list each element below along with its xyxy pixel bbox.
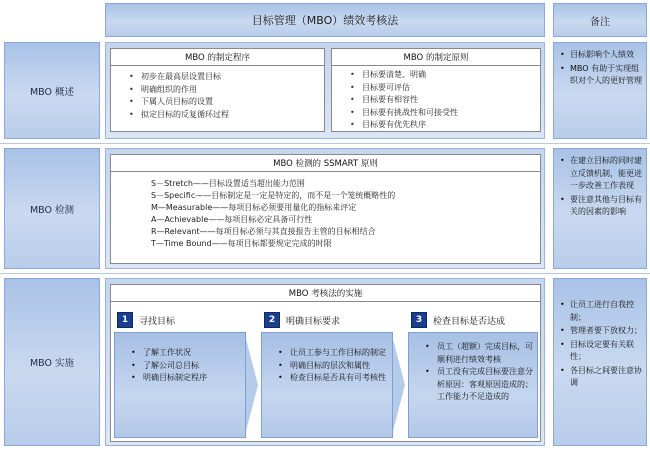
step-arrow-icon	[246, 339, 258, 431]
step-item: • 明确目标制定程序	[129, 372, 241, 385]
overview-notes	[553, 42, 647, 139]
principle-list	[332, 66, 540, 132]
step-1-body	[114, 332, 246, 438]
note-item: • 各目标之间要注意协调	[560, 365, 642, 390]
step-item: • 了解公司总目标	[129, 360, 241, 373]
step-item: • 员工没有完成目标要注意分析原因：客观原因造成的；工作能力不足造成的	[423, 366, 533, 404]
row-label-implement-text: MBO 实施	[29, 358, 75, 369]
step-arrow-icon	[393, 339, 405, 431]
list-item: T—Time Bound——每项目标都要规定完成的时限	[151, 239, 332, 248]
step-title: 寻找目标	[139, 316, 176, 327]
row-divider	[0, 273, 650, 274]
note-item: • 在建立目标的同时建立反馈机制，能更进一步改善工作表现	[560, 155, 642, 193]
check-notes	[553, 148, 647, 269]
ssmart-panel-title: MBO 检测的 SSMART 原则	[111, 155, 540, 172]
list-item: • 目标要清楚、明确	[350, 69, 540, 82]
implement-notes	[553, 278, 647, 446]
note-item: • 管理者要下放权力；	[560, 325, 642, 338]
overview-section	[105, 42, 545, 139]
note-item: • 目标影响个人绩效	[560, 49, 642, 62]
list-item: • 初步在最高层设置目标	[129, 71, 324, 84]
step-2-header	[264, 312, 340, 328]
step-number-badge: 1	[117, 312, 133, 328]
step-item: • 员工（超额）完成目标，可顺利进行绩效考核	[423, 341, 533, 366]
list-item: • 明确组织的作用	[129, 84, 324, 97]
ssmart-list	[111, 172, 540, 250]
list-item: S－Specific——目标制定是一定是特定的，而不是一个笼统概略性的	[151, 191, 396, 200]
check-section	[105, 148, 545, 269]
row-label-implement	[4, 278, 100, 446]
list-item: • 下属人员目标的设置	[129, 96, 324, 109]
step-number-badge: 3	[411, 312, 427, 328]
list-item: S－Stretch——目标设置适当超出能力范围	[151, 179, 305, 188]
ssmart-panel	[110, 154, 541, 264]
step-title: 检查目标是否达成	[433, 316, 506, 327]
procedure-panel	[110, 48, 325, 132]
implement-section	[105, 278, 545, 446]
principle-panel	[331, 48, 541, 132]
list-item: • 目标要有优先秩序	[350, 119, 540, 132]
row-divider	[0, 143, 650, 144]
principle-panel-title: MBO 的制定原则	[332, 49, 540, 66]
note-item: • 目标设定要有关联性；	[560, 339, 642, 364]
step-item: • 明确目标的层次和属性	[276, 360, 388, 373]
row-label-overview	[4, 42, 100, 139]
procedure-panel-title: MBO 的制定程序	[111, 49, 324, 66]
list-item: M—Measurable——每项目标必须要用量化的指标来评定	[151, 203, 357, 212]
step-3-body	[408, 332, 538, 438]
list-item: • 目标要有相容性	[350, 94, 540, 107]
step-title: 明确目标要求	[286, 316, 341, 327]
procedure-list	[111, 66, 324, 121]
list-item: • 目标要可评估	[350, 82, 540, 95]
list-item: • 目标要有挑战性和可接受性	[350, 107, 540, 120]
step-item: • 让员工参与工作目标的制定	[276, 347, 388, 360]
list-item: • 拟定目标的反复循环过程	[129, 109, 324, 122]
note-item: • 要注意其他与目标有关的因素的影响	[560, 194, 642, 219]
implement-panel-title: MBO 考核法的实施	[111, 285, 540, 302]
step-item: • 了解工作状况	[129, 347, 241, 360]
step-item: • 检查目标是否具有可考核性	[276, 372, 388, 385]
note-item: • 让员工进行自我控制；	[560, 299, 642, 324]
list-item: R—Relevant——每项目标必须与其直接报告主管的目标相结合	[151, 227, 376, 236]
row-label-overview-text: MBO 概述	[29, 86, 75, 98]
notes-column-header-text: 备注	[590, 16, 610, 28]
row-label-check	[4, 148, 100, 269]
step-3-header	[411, 312, 505, 328]
list-item: A—Achievable——每项目标必定具备可行性	[151, 215, 313, 224]
step-2-body	[261, 332, 393, 438]
step-number-badge: 2	[264, 312, 280, 328]
notes-column-header	[553, 3, 647, 37]
row-label-check-text: MBO 检测	[29, 204, 75, 216]
note-item: • MBO 有助于实现组织对个人的更好管理	[560, 63, 642, 88]
step-1-header	[117, 312, 175, 328]
diagram-title-text: 目标管理（MBO）绩效考核法	[251, 14, 399, 27]
implement-panel	[110, 284, 541, 442]
diagram-title	[105, 3, 545, 37]
